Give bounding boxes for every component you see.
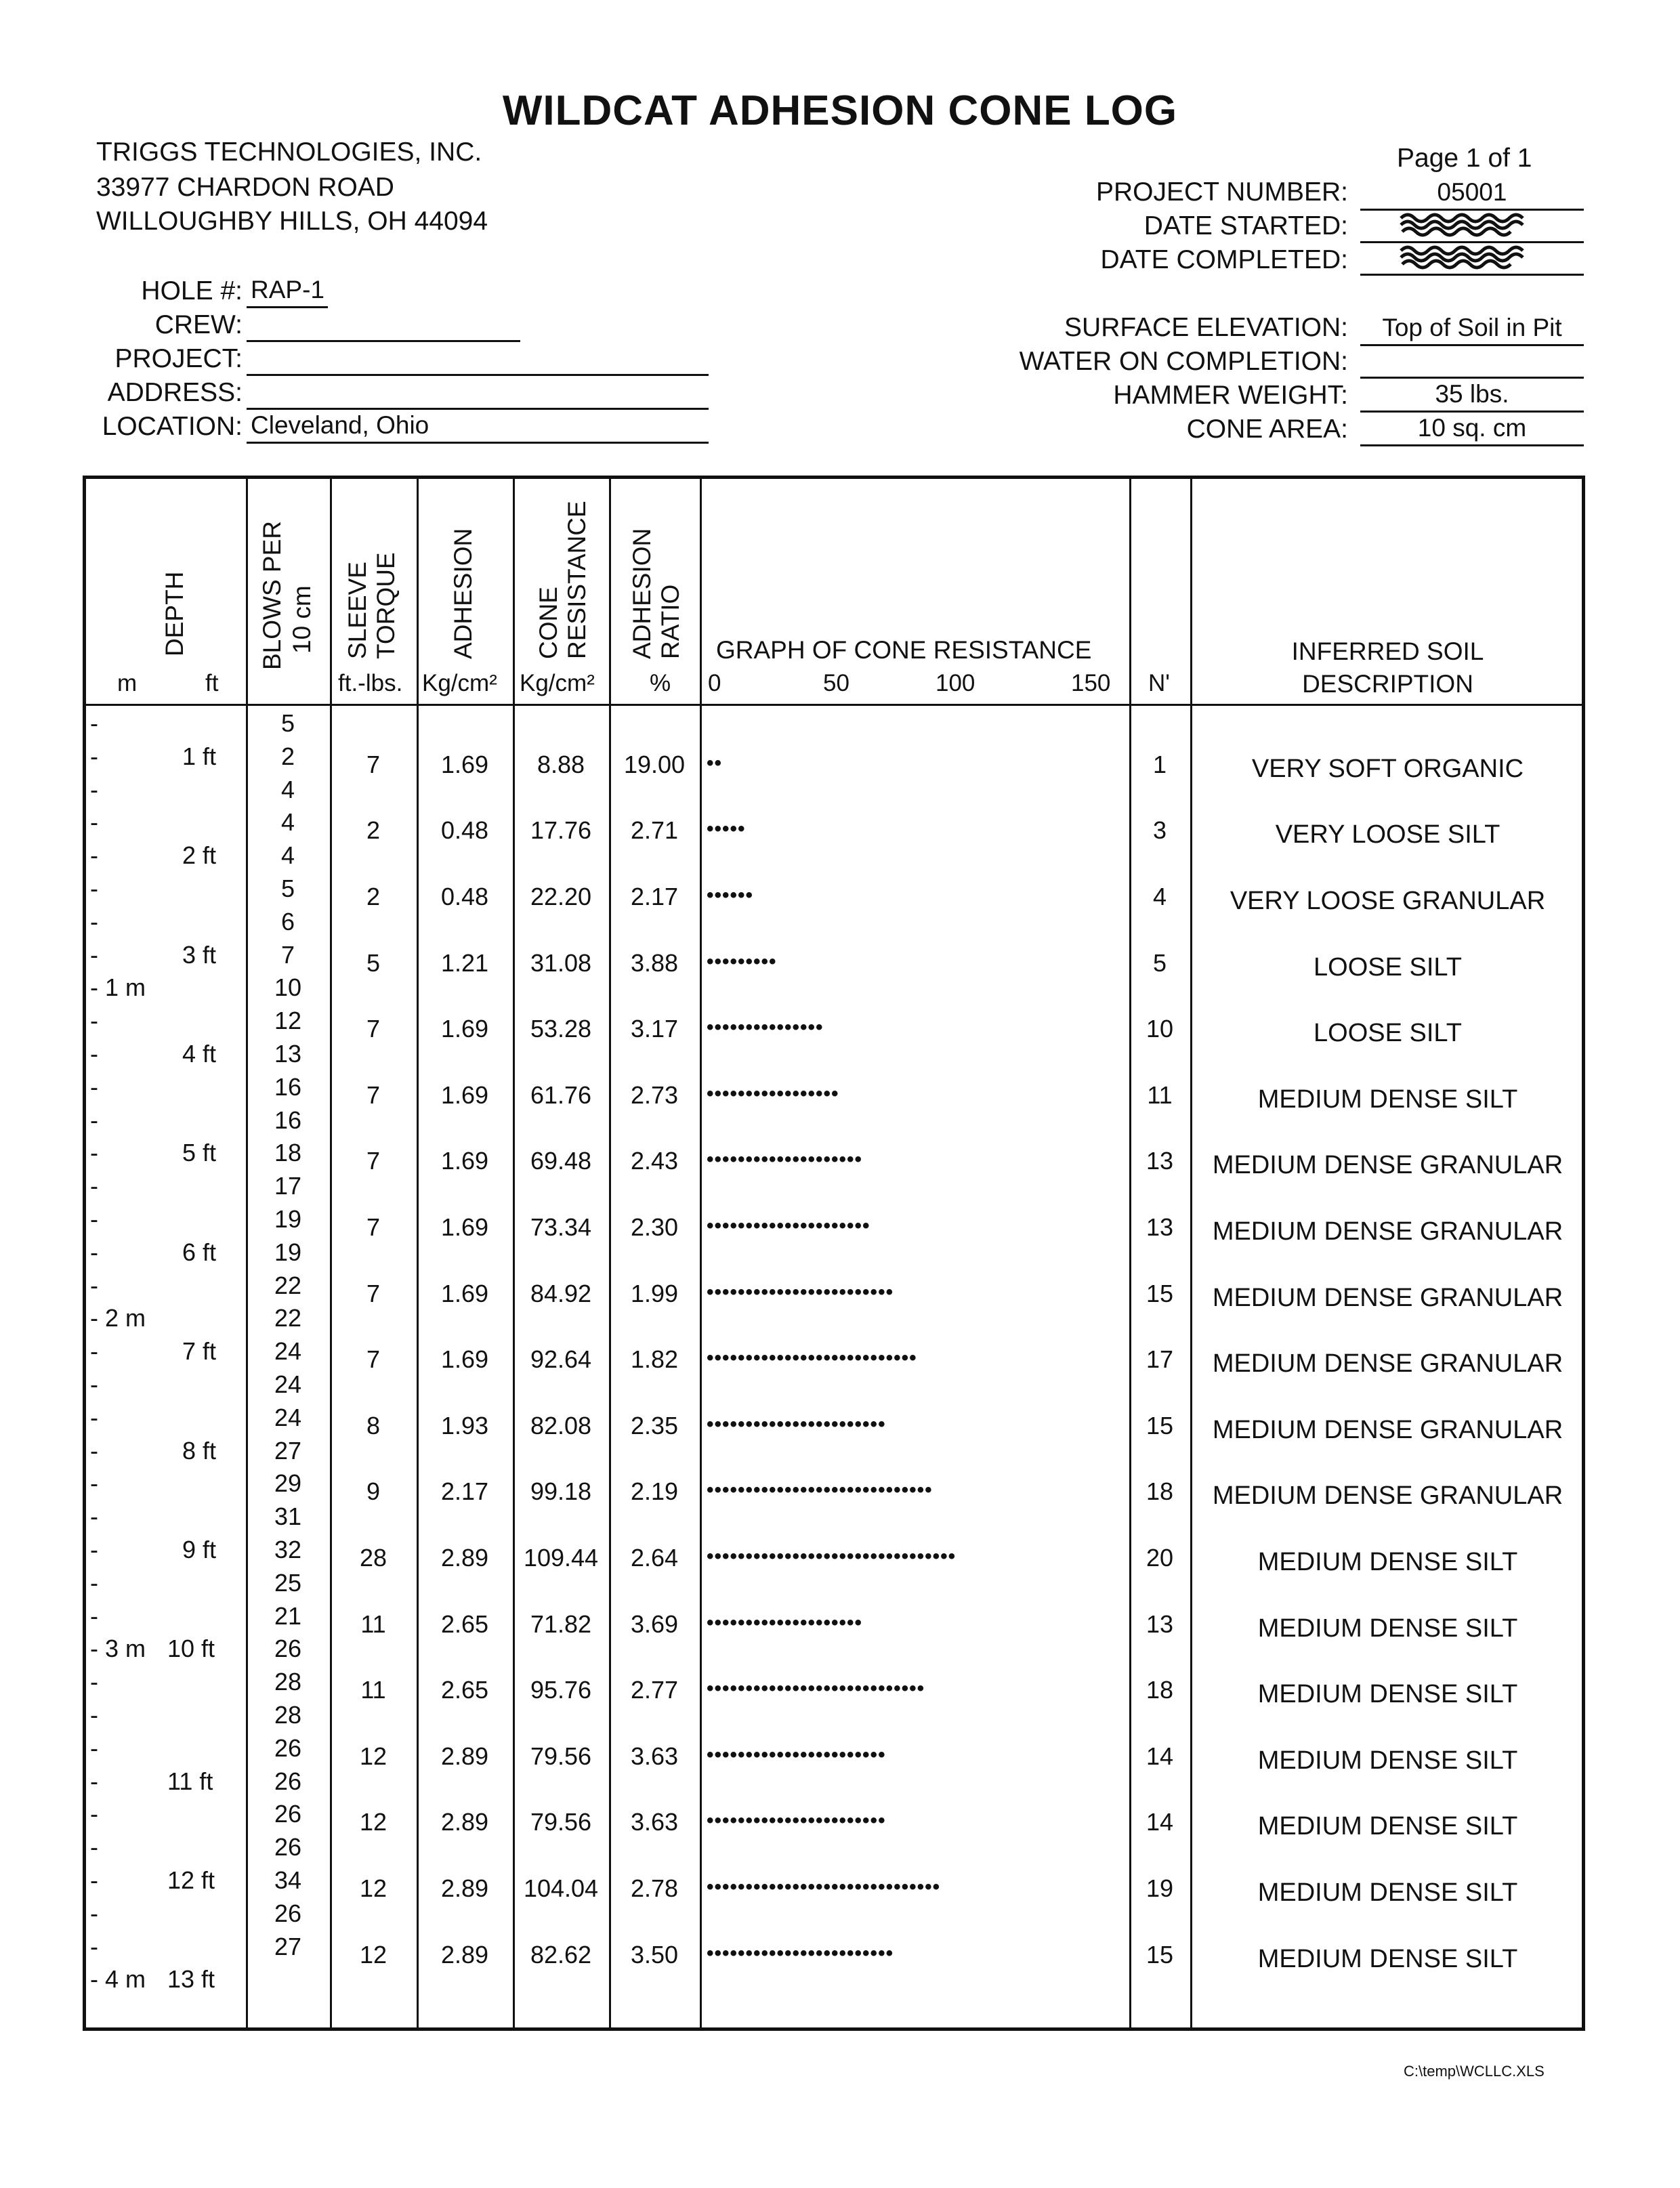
n-value: 15: [1146, 1941, 1174, 1969]
hole-value: RAP-1: [247, 274, 328, 308]
adhesion-value: 2.65: [440, 1676, 489, 1704]
depth-tick: -: [90, 1205, 98, 1233]
adhesion-ratio-value: 2.19: [630, 1477, 679, 1505]
soil-description: LOOSE SILT: [1314, 953, 1462, 982]
soil-description: LOOSE SILT: [1314, 1019, 1462, 1047]
graph-scale-50: 50: [823, 670, 849, 696]
n-value: 19: [1146, 1874, 1174, 1902]
adhesion-value: 2.89: [440, 1742, 489, 1770]
soil-description: MEDIUM DENSE SILT: [1257, 1812, 1518, 1840]
sleeve-torque-value: 7: [366, 1213, 381, 1241]
adhesion-ratio-value: 3.50: [630, 1941, 679, 1969]
graph-scale-100: 100: [936, 670, 975, 696]
depth-header: DEPTH: [161, 571, 188, 656]
cone-resistance-graph-bar: •••••••••••••••••••••: [707, 1215, 870, 1237]
adhesion-value: 2.89: [440, 1941, 489, 1969]
adhesion-value: 2.65: [440, 1610, 489, 1638]
ratio-unit: %: [650, 670, 671, 696]
depth-tick: -: [90, 1106, 98, 1134]
adhesion-value: 2.89: [440, 1874, 489, 1902]
depth-tick: -: [90, 709, 98, 737]
sleeve-torque-value: 7: [366, 1015, 381, 1043]
blow-count: 25: [274, 1569, 302, 1597]
soil-description: MEDIUM DENSE SILT: [1257, 1680, 1518, 1708]
adhesion-value: 1.69: [440, 1147, 489, 1175]
adhesion-ratio-value: 2.77: [630, 1676, 679, 1704]
crew-value: [247, 308, 520, 342]
page-title: WILDCAT ADHESION CONE LOG: [502, 87, 1178, 134]
column-divider: [609, 479, 611, 2027]
adhesion-value: 1.69: [440, 1345, 489, 1373]
depth-tick: -: [90, 1271, 98, 1299]
cone-resistance-value: 79.56: [530, 1742, 592, 1770]
sleeve-torque-value: 7: [366, 1147, 381, 1175]
cone-resistance-value: 84.92: [530, 1280, 592, 1307]
page-number: Page 1 of 1: [1397, 144, 1532, 173]
cone-resistance-graph-bar: •••••••••••••••••••••••••••••: [707, 1479, 933, 1501]
n-value: 10: [1146, 1015, 1174, 1043]
adhesion-header: ADHESION: [449, 528, 477, 659]
address-value: [247, 375, 709, 410]
hole-label: HOLE #:: [141, 276, 243, 306]
cone-area-value: 10 sq. cm: [1360, 412, 1584, 446]
sleeve-torque-value: 11: [360, 1676, 386, 1704]
soil-header-line2: DESCRIPTION: [1302, 670, 1473, 698]
depth-meter-mark: - 3 m: [90, 1635, 146, 1662]
sleeve-torque-value: 2: [366, 816, 381, 844]
blow-count: 19: [274, 1238, 302, 1266]
date-completed-value: [1360, 241, 1584, 276]
cone-resistance-graph-bar: ••••••••••••••••••••••••: [707, 1942, 894, 1964]
n-value: 20: [1146, 1544, 1174, 1572]
adhesion-ratio-value: 2.78: [630, 1874, 679, 1902]
cone-resistance-graph-bar: •••••••••••••••••••••••: [707, 1413, 886, 1435]
soil-description: MEDIUM DENSE GRANULAR: [1212, 1151, 1563, 1179]
adhesion-ratio-value: 2.71: [630, 816, 679, 844]
cone-resistance-graph-bar: ••••••: [707, 884, 754, 906]
adhesion-value: 2.17: [440, 1477, 489, 1505]
n-value: 14: [1146, 1808, 1174, 1836]
cone-resistance-graph-bar: •••••••••••••••: [707, 1016, 824, 1038]
adhesion-unit: Kg/cm²: [422, 670, 497, 696]
adhesion-value: 1.93: [440, 1412, 489, 1439]
depth-tick: -: [90, 1933, 98, 1960]
blow-count: 17: [274, 1172, 302, 1200]
ratio-header-line1: ADHESION: [628, 528, 656, 659]
n-value: 17: [1146, 1345, 1174, 1373]
sleeve-torque-value: 7: [366, 1345, 381, 1373]
n-value: 4: [1152, 883, 1167, 910]
sleeve-torque-value: 8: [366, 1412, 381, 1439]
cone-resistance-value: 109.44: [523, 1544, 599, 1572]
n-value: 14: [1146, 1742, 1174, 1770]
n-value: 3: [1152, 816, 1167, 844]
project-value: [247, 341, 709, 376]
soil-description: VERY LOOSE GRANULAR: [1230, 887, 1546, 915]
blow-count: 21: [274, 1602, 302, 1630]
blow-count: 12: [274, 1007, 302, 1034]
blow-count: 6: [280, 908, 295, 935]
blow-count: 24: [274, 1337, 302, 1365]
adhesion-ratio-value: 2.30: [630, 1213, 679, 1241]
blow-count: 28: [274, 1701, 302, 1729]
adhesion-ratio-value: 3.88: [630, 949, 679, 977]
adhesion-ratio-value: 3.69: [630, 1610, 679, 1638]
adhesion-value: 2.89: [440, 1808, 489, 1836]
cone-resistance-value: 69.48: [530, 1147, 592, 1175]
column-divider: [1129, 479, 1131, 2027]
depth-foot-mark: 10 ft: [167, 1635, 215, 1662]
depth-tick: -: [90, 1238, 98, 1266]
depth-tick: -: [90, 1337, 98, 1365]
depth-tick: -: [90, 1767, 98, 1795]
depth-meter-mark: - 4 m: [90, 1965, 146, 1993]
depth-foot-mark: 12 ft: [167, 1866, 215, 1894]
sleeve-torque-value: 12: [359, 1941, 387, 1969]
adhesion-ratio-value: 3.63: [630, 1742, 679, 1770]
sleeve-header-line2: TORQUE: [372, 552, 400, 659]
blow-count: 19: [274, 1205, 302, 1233]
graph-header: GRAPH OF CONE RESISTANCE: [716, 636, 1092, 664]
soil-description: MEDIUM DENSE SILT: [1257, 1548, 1518, 1576]
soil-description: MEDIUM DENSE SILT: [1257, 1878, 1518, 1907]
blow-count: 24: [274, 1404, 302, 1431]
blow-count: 13: [274, 1040, 302, 1068]
column-divider: [1190, 479, 1192, 2027]
blow-count: 26: [274, 1734, 302, 1762]
blow-count: 4: [280, 776, 295, 803]
adhesion-value: 0.48: [440, 883, 489, 910]
location-label: LOCATION:: [102, 412, 243, 441]
depth-tick: -: [90, 1073, 98, 1101]
depth-meter-mark: - 1 m: [90, 973, 146, 1001]
redaction-scribble: [1360, 241, 1584, 272]
sleeve-torque-value: 7: [366, 1081, 381, 1109]
cone-resistance-graph-bar: ••••••••••••••••••••: [707, 1148, 863, 1171]
project-number-label: PROJECT NUMBER:: [1096, 177, 1348, 207]
sleeve-torque-value: 7: [366, 1280, 381, 1307]
soil-description: MEDIUM DENSE SILT: [1257, 1614, 1518, 1643]
location-value: Cleveland, Ohio: [247, 409, 709, 444]
n-value: 1: [1152, 751, 1167, 778]
soil-description: MEDIUM DENSE GRANULAR: [1212, 1481, 1563, 1510]
cone-resistance-graph-bar: •••••••••••••••••••••••: [707, 1744, 886, 1766]
cone-resistance-value: 71.82: [530, 1610, 592, 1638]
blows-header-line2: 10 cm: [288, 585, 316, 654]
depth-tick: -: [90, 1040, 98, 1068]
date-started-value: [1360, 209, 1584, 243]
header-divider: [86, 704, 1582, 706]
adhesion-value: 1.21: [440, 949, 489, 977]
soil-description: MEDIUM DENSE GRANULAR: [1212, 1217, 1563, 1246]
blow-count: 2: [280, 742, 295, 770]
sleeve-torque-value: 11: [360, 1610, 386, 1638]
n-value: 15: [1146, 1280, 1174, 1307]
cone-resistance-value: 79.56: [530, 1808, 592, 1836]
blow-count: 4: [280, 808, 295, 836]
blow-count: 22: [274, 1271, 302, 1299]
depth-foot-mark: 11 ft: [167, 1767, 213, 1795]
depth-tick: -: [90, 1899, 98, 1927]
n-value: 13: [1146, 1610, 1174, 1638]
cone-resistance-value: 17.76: [530, 816, 592, 844]
sleeve-torque-value: 12: [359, 1874, 387, 1902]
blow-count: 10: [274, 973, 302, 1001]
surface-elevation-label: SURFACE ELEVATION:: [1064, 313, 1348, 342]
blow-count: 34: [274, 1866, 302, 1894]
depth-tick: -: [90, 875, 98, 902]
cone-resistance-value: 53.28: [530, 1015, 592, 1043]
blow-count: 5: [280, 709, 295, 737]
blow-count: 27: [274, 1437, 302, 1465]
cone-resistance-value: 82.08: [530, 1412, 592, 1439]
depth-tick: -: [90, 1172, 98, 1200]
depth-tick: -: [90, 908, 98, 935]
graph-scale-150: 150: [1071, 670, 1111, 696]
sleeve-torque-value: 2: [366, 883, 381, 910]
adhesion-value: 1.69: [440, 751, 489, 778]
soil-description: VERY LOOSE SILT: [1275, 820, 1500, 849]
cone-resistance-graph-bar: ••••••••••••••••••••••••••••••: [707, 1876, 941, 1898]
water-on-completion-value: [1360, 344, 1584, 379]
adhesion-ratio-value: 2.64: [630, 1544, 679, 1572]
adhesion-value: 1.69: [440, 1015, 489, 1043]
soil-header-line1: INFERRED SOIL: [1291, 637, 1484, 665]
cone-resistance-graph-bar: •••••••••••••••••: [707, 1082, 839, 1105]
n-value: 13: [1146, 1213, 1174, 1241]
blow-count: 5: [280, 875, 295, 902]
cone-resistance-value: 22.20: [530, 883, 592, 910]
sleeve-unit: ft.-lbs.: [338, 670, 403, 696]
cone-resistance-graph-bar: ••: [707, 752, 723, 774]
depth-tick: -: [90, 1602, 98, 1630]
adhesion-value: 1.69: [440, 1280, 489, 1307]
blow-count: 31: [274, 1502, 302, 1530]
cone-resistance-value: 82.62: [530, 1941, 592, 1969]
n-value: 18: [1146, 1477, 1174, 1505]
adhesion-ratio-value: 2.43: [630, 1147, 679, 1175]
blow-count: 16: [274, 1106, 302, 1134]
blow-count: 7: [280, 941, 295, 969]
adhesion-ratio-value: 2.17: [630, 883, 679, 910]
cone-unit: Kg/cm²: [520, 670, 595, 696]
depth-meter-mark: - 2 m: [90, 1304, 146, 1332]
soil-description: MEDIUM DENSE GRANULAR: [1212, 1284, 1563, 1312]
water-on-completion-label: WATER ON COMPLETION:: [1019, 347, 1348, 376]
cone-resistance-value: 95.76: [530, 1676, 592, 1704]
company-address-line2: WILLOUGHBY HILLS, OH 44094: [96, 207, 488, 236]
cone-log-table: [83, 476, 1585, 2031]
blow-count: 27: [274, 1933, 302, 1960]
adhesion-ratio-value: 3.17: [630, 1015, 679, 1043]
sleeve-torque-value: 12: [359, 1742, 387, 1770]
cone-header-line1: CONE: [534, 587, 562, 659]
depth-foot-mark: 4 ft: [182, 1040, 217, 1068]
cone-resistance-value: 99.18: [530, 1477, 592, 1505]
depth-foot-mark: 5 ft: [182, 1139, 217, 1166]
blows-header-line1: BLOWS PER: [258, 521, 286, 670]
surface-elevation-value: Top of Soil in Pit: [1360, 312, 1584, 346]
depth-foot-mark: 8 ft: [182, 1437, 217, 1465]
depth-tick: -: [90, 1437, 98, 1465]
adhesion-ratio-value: 1.99: [630, 1280, 679, 1307]
cone-resistance-graph-bar: •••••••••••••••••••••••••••: [707, 1347, 917, 1369]
n-value: 15: [1146, 1412, 1174, 1439]
sleeve-header-line1: SLEEVE: [343, 562, 371, 659]
blow-count: 16: [274, 1073, 302, 1101]
depth-tick: -: [90, 1370, 98, 1398]
depth-tick: -: [90, 1833, 98, 1861]
n-value: 11: [1147, 1081, 1173, 1109]
adhesion-value: 2.89: [440, 1544, 489, 1572]
cone-resistance-value: 104.04: [523, 1874, 599, 1902]
sleeve-torque-value: 12: [359, 1808, 387, 1836]
n-header: N': [1148, 670, 1170, 696]
n-value: 13: [1146, 1147, 1174, 1175]
blow-count: 18: [274, 1139, 302, 1166]
date-completed-label: DATE COMPLETED:: [1100, 245, 1348, 274]
file-path-footer: C:\temp\WCLLC.XLS: [1404, 2063, 1545, 2080]
depth-tick: -: [90, 1569, 98, 1597]
column-divider: [417, 479, 419, 2027]
depth-tick: -: [90, 941, 98, 969]
depth-tick: -: [90, 1800, 98, 1828]
depth-tick: -: [90, 808, 98, 836]
depth-tick: -: [90, 742, 98, 770]
depth-m-header: m: [117, 670, 138, 696]
address-label: ADDRESS:: [107, 378, 243, 407]
n-value: 5: [1152, 949, 1167, 977]
sleeve-torque-value: 7: [366, 751, 381, 778]
soil-description: MEDIUM DENSE SILT: [1257, 1945, 1518, 1973]
hammer-weight-label: HAMMER WEIGHT:: [1113, 381, 1348, 410]
sleeve-torque-value: 9: [366, 1477, 381, 1505]
blow-count: 29: [274, 1469, 302, 1497]
blow-count: 26: [274, 1767, 302, 1795]
depth-foot-mark: 3 ft: [182, 941, 217, 969]
depth-tick: -: [90, 1536, 98, 1563]
ratio-header-line2: RATIO: [656, 584, 684, 659]
company-name: TRIGGS TECHNOLOGIES, INC.: [96, 138, 482, 167]
depth-foot-mark: 9 ft: [182, 1536, 217, 1563]
depth-foot-mark: 13 ft: [167, 1965, 215, 1993]
sleeve-torque-value: 5: [366, 949, 381, 977]
soil-description: VERY SOFT ORGANIC: [1251, 755, 1524, 783]
cone-resistance-value: 8.88: [537, 751, 585, 778]
depth-tick: -: [90, 1668, 98, 1696]
blow-count: 24: [274, 1370, 302, 1398]
blow-count: 32: [274, 1536, 302, 1563]
depth-tick: -: [90, 1007, 98, 1034]
adhesion-ratio-value: 19.00: [623, 751, 686, 778]
depth-foot-mark: 2 ft: [182, 841, 217, 869]
sleeve-torque-value: 28: [359, 1544, 387, 1572]
column-divider: [513, 479, 515, 2027]
depth-foot-mark: 7 ft: [182, 1337, 217, 1365]
cone-resistance-graph-bar: ••••••••••••••••••••: [707, 1612, 863, 1634]
cone-resistance-value: 61.76: [530, 1081, 592, 1109]
soil-description: MEDIUM DENSE SILT: [1257, 1746, 1518, 1775]
adhesion-value: 1.69: [440, 1081, 489, 1109]
depth-tick: -: [90, 776, 98, 803]
cone-resistance-value: 31.08: [530, 949, 592, 977]
blow-count: 28: [274, 1668, 302, 1696]
cone-resistance-graph-bar: ••••••••••••••••••••••••••••: [707, 1677, 925, 1700]
blow-count: 26: [274, 1833, 302, 1861]
cone-area-label: CONE AREA:: [1186, 415, 1348, 444]
redaction-scribble: [1360, 209, 1584, 240]
blow-count: 4: [280, 841, 295, 869]
adhesion-ratio-value: 2.35: [630, 1412, 679, 1439]
adhesion-value: 0.48: [440, 816, 489, 844]
project-label: PROJECT:: [114, 344, 243, 373]
depth-foot-mark: 1 ft: [182, 742, 217, 770]
soil-description: MEDIUM DENSE GRANULAR: [1212, 1349, 1563, 1378]
soil-description: MEDIUM DENSE SILT: [1257, 1085, 1518, 1114]
cone-resistance-graph-bar: •••••••••: [707, 950, 777, 973]
adhesion-value: 1.69: [440, 1213, 489, 1241]
cone-resistance-graph-bar: ••••••••••••••••••••••••: [707, 1281, 894, 1303]
soil-description: MEDIUM DENSE GRANULAR: [1212, 1416, 1563, 1444]
column-divider: [330, 479, 332, 2027]
blow-count: 26: [274, 1635, 302, 1662]
depth-ft-header: ft: [205, 670, 219, 696]
project-number-value: 05001: [1360, 176, 1584, 211]
depth-tick: -: [90, 1139, 98, 1166]
cone-resistance-graph-bar: •••••••••••••••••••••••: [707, 1809, 886, 1832]
blow-count: 26: [274, 1800, 302, 1828]
adhesion-ratio-value: 3.63: [630, 1808, 679, 1836]
hammer-weight-value: 35 lbs.: [1360, 378, 1584, 413]
date-started-label: DATE STARTED:: [1143, 211, 1348, 240]
cone-resistance-value: 73.34: [530, 1213, 592, 1241]
company-address-line1: 33977 CHARDON ROAD: [96, 173, 394, 202]
n-value: 18: [1146, 1676, 1174, 1704]
depth-tick: -: [90, 841, 98, 869]
graph-scale-0: 0: [708, 670, 721, 696]
depth-tick: -: [90, 1469, 98, 1497]
cone-resistance-value: 92.64: [530, 1345, 592, 1373]
crew-label: CREW:: [154, 310, 243, 339]
cone-header-line2: RESISTANCE: [563, 501, 591, 659]
depth-tick: -: [90, 1866, 98, 1894]
blow-count: 22: [274, 1304, 302, 1332]
depth-foot-mark: 6 ft: [182, 1238, 217, 1266]
adhesion-ratio-value: 2.73: [630, 1081, 679, 1109]
depth-tick: -: [90, 1701, 98, 1729]
cone-resistance-graph-bar: ••••••••••••••••••••••••••••••••: [707, 1545, 957, 1568]
depth-tick: -: [90, 1734, 98, 1762]
adhesion-ratio-value: 1.82: [630, 1345, 679, 1373]
depth-tick: -: [90, 1404, 98, 1431]
depth-tick: -: [90, 1502, 98, 1530]
column-divider: [700, 479, 702, 2027]
blow-count: 26: [274, 1899, 302, 1927]
cone-resistance-graph-bar: •••••: [707, 818, 746, 840]
